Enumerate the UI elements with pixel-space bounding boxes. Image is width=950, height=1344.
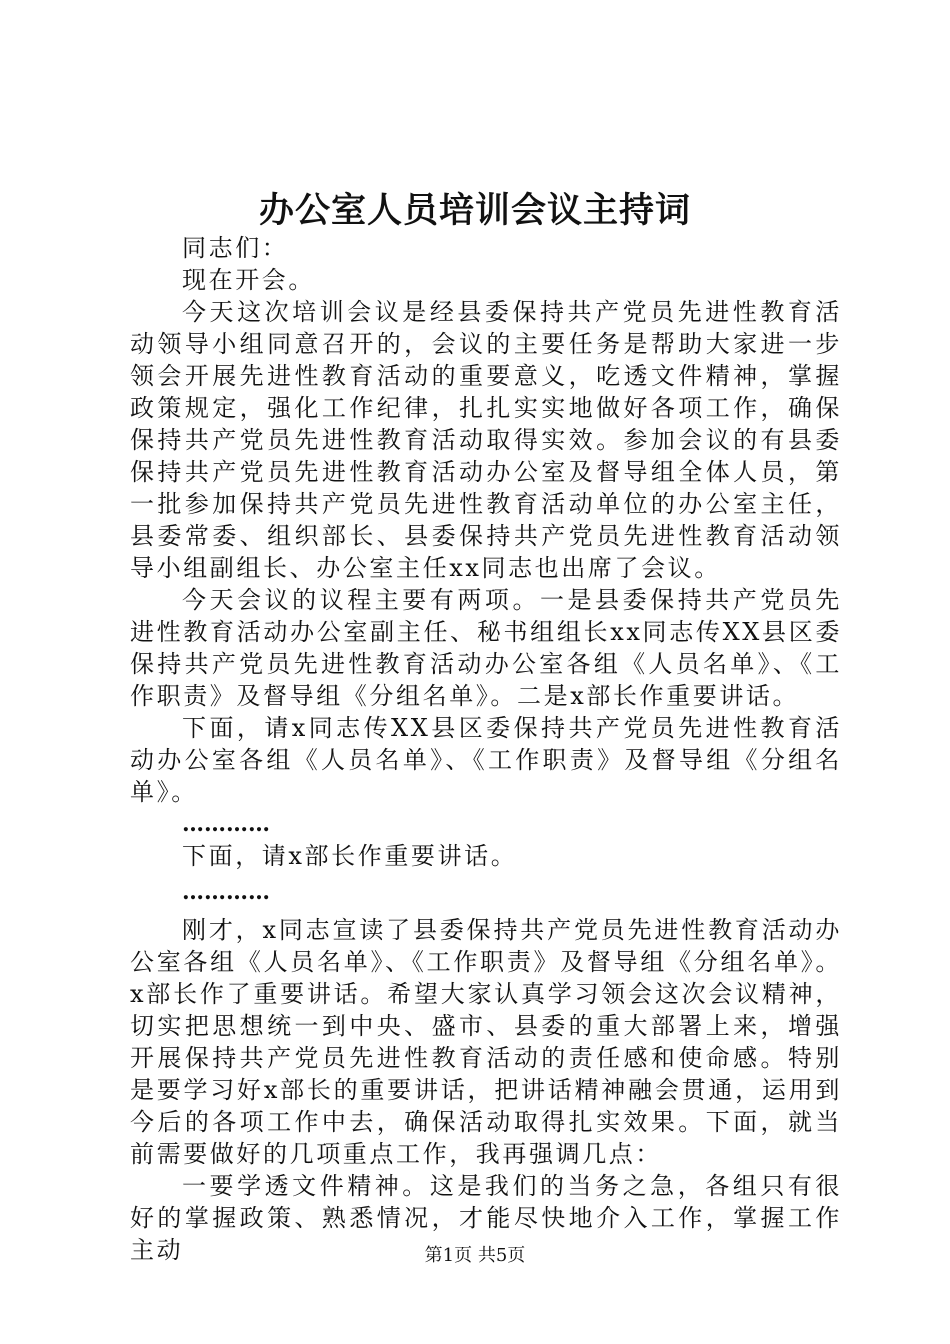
page-footer: 第1页 共5页 (424, 1245, 526, 1266)
paragraph-summary: 刚才，x同志宣读了县委保持共产党员先进性教育活动办公室各组《人员名单》、《工作职责》及督导组《分组名单》。x部长作了重要讲话。希望大家认真学习领会这次会议精神，切实把思想统一到中央、盛市、县委的重大部署上来，增强开展保持共产党员先进性教育活动的责任感和使命感。特别是要学习好x部长的重要讲话，把讲话精神融会贯通，运用到今后的各项工作中去，确保活动取得扎实效果。下面，就当前需要做好的几项重点工作，我再强调几点： (130, 916, 842, 1168)
paragraph-point-one: 一要学透文件精神。这是我们的当务之急，各组只有很好的掌握政策、熟悉情况，才能尽快地介入工作，掌握工作主动 (130, 1172, 842, 1264)
document-body (130, 232, 842, 1266)
paragraph-salutation: 同志们： (182, 234, 289, 262)
paragraph-second-item: 下面，请x部长作重要讲话。 (182, 842, 518, 870)
paragraph-first-item: 下面，请x同志传XX县区委保持共产党员先进性教育活动办公室各组《人员名单》、《工作职责》及督导组《分组名单》。 (130, 714, 842, 806)
paragraph-agenda: 今天会议的议程主要有两项。一是县委保持共产党员先进性教育活动办公室副主任、秘书组组长xx同志传XX县区委保持共产党员先进性教育活动办公室各组《人员名单》、《工作职责》及督导组《分组名单》。二是x部长作重要讲话。 (130, 586, 842, 710)
document-title: 办公室人员培训会议主持词 (258, 190, 691, 231)
paragraph-opening: 现在开会。 (182, 266, 315, 294)
ellipsis-separator: ………… (182, 879, 270, 905)
paragraph-purpose: 今天这次培训会议是经县委保持共产党员先进性教育活动领导小组同意召开的，会议的主要任务是帮助大家进一步领会开展先进性教育活动的重要意义，吃透文件精神，掌握政策规定，强化工作纪律，扎扎实实地做好各项工作，确保保持共产党员先进性教育活动取得实效。参加会议的有县委保持共产党员先进性教育活动办公室及督导组全体人员，第一批参加保持共产党员先进性教育活动单位的办公室主任，县委常委、组织部长、县委保持共产党员先进性教育活动领导小组副组长、办公室主任xx同志也出席了会议。 (130, 298, 842, 582)
ellipsis-separator: ………… (182, 811, 270, 837)
